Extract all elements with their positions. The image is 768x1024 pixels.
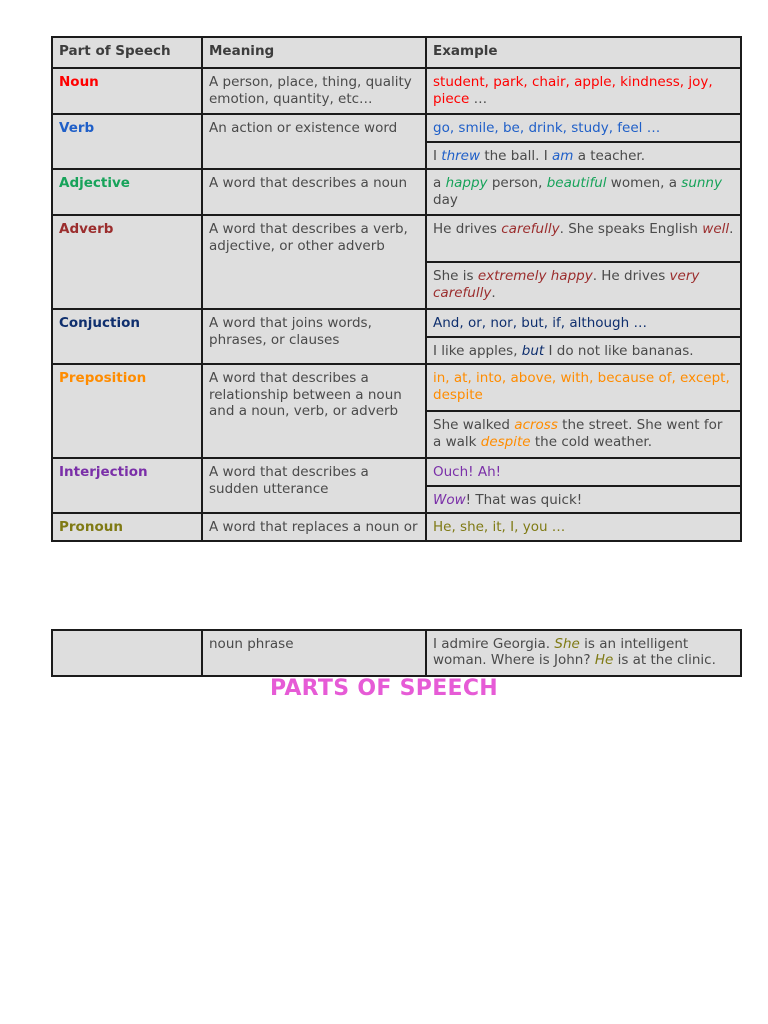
header-part-of-speech: Part of Speech	[52, 37, 202, 68]
table-row-adverb	[52, 215, 741, 262]
meaning-pronoun-continued: noun phrase	[202, 630, 426, 676]
example-preposition-list: in, at, into, above, with, because of, except, despite	[426, 364, 741, 411]
table-row-conjunction	[52, 309, 741, 337]
example-noun-words: student, park, chair, apple, kindness, joy, piece	[433, 74, 713, 107]
meaning-conjunction: A word that joins words, phrases, or clauses	[202, 309, 426, 364]
table-header-row	[52, 37, 741, 68]
example-interjection-1: Ouch! Ah!	[426, 458, 741, 486]
example-pronoun-list: He, she, it, I, you …	[426, 513, 741, 541]
meaning-preposition: A word that describes a relationship between a noun and a noun, verb, or adverb	[202, 364, 426, 458]
example-verb-list: go, smile, be, drink, study, feel …	[426, 114, 741, 142]
pos-conjunction: Conjuction	[52, 309, 202, 364]
pos-interjection: Interjection	[52, 458, 202, 513]
example-adjective: a happy person, beautiful women, a sunny day	[426, 169, 741, 215]
table-row-pronoun-continued	[52, 630, 741, 676]
example-adverb-2: She is extremely happy. He drives very carefully.	[426, 262, 741, 309]
example-pronoun-sentence: I admire Georgia. She is an intelligent woman. Where is John? He is at the clinic.	[426, 630, 741, 676]
header-example: Example	[426, 37, 741, 68]
pos-verb: Verb	[52, 114, 202, 169]
example-noun-tail: …	[469, 90, 488, 107]
table-row-adjective	[52, 169, 741, 215]
table-row-interjection	[52, 458, 741, 486]
example-preposition-sentence: She walked across the street. She went for a walk despite the cold weather.	[426, 411, 741, 458]
parts-of-speech-table	[51, 36, 742, 542]
example-conjunction-sentence: I like apples, but I do not like bananas.	[426, 337, 741, 365]
pos-pronoun-continued	[52, 630, 202, 676]
example-interjection-2: Wow! That was quick!	[426, 486, 741, 514]
table-row-verb	[52, 114, 741, 142]
meaning-adjective: A word that describes a noun	[202, 169, 426, 215]
table-row-noun	[52, 68, 741, 114]
pos-pronoun: Pronoun	[52, 513, 202, 541]
table-row-pronoun	[52, 513, 741, 541]
pos-noun: Noun	[52, 68, 202, 114]
pos-preposition: Preposition	[52, 364, 202, 458]
pos-adverb: Adverb	[52, 215, 202, 309]
parts-of-speech-table-continued	[51, 629, 742, 677]
meaning-adverb: A word that describes a verb, adjective, or other adverb	[202, 215, 426, 309]
example-adverb-1: He drives carefully. She speaks English well.	[426, 215, 741, 262]
table-row-preposition	[52, 364, 741, 411]
pos-adjective: Adjective	[52, 169, 202, 215]
header-meaning: Meaning	[202, 37, 426, 68]
meaning-verb: An action or existence word	[202, 114, 426, 169]
example-verb-sentence: I threw the ball. I am a teacher.	[426, 142, 741, 170]
example-conjunction-list: And, or, nor, but, if, although …	[426, 309, 741, 337]
meaning-pronoun: A word that replaces a noun or	[202, 513, 426, 541]
example-noun	[426, 68, 741, 114]
page-title: PARTS OF SPEECH	[269, 676, 499, 701]
meaning-noun: A person, place, thing, quality emotion, quantity, etc…	[202, 68, 426, 114]
meaning-interjection: A word that describes a sudden utterance	[202, 458, 426, 513]
